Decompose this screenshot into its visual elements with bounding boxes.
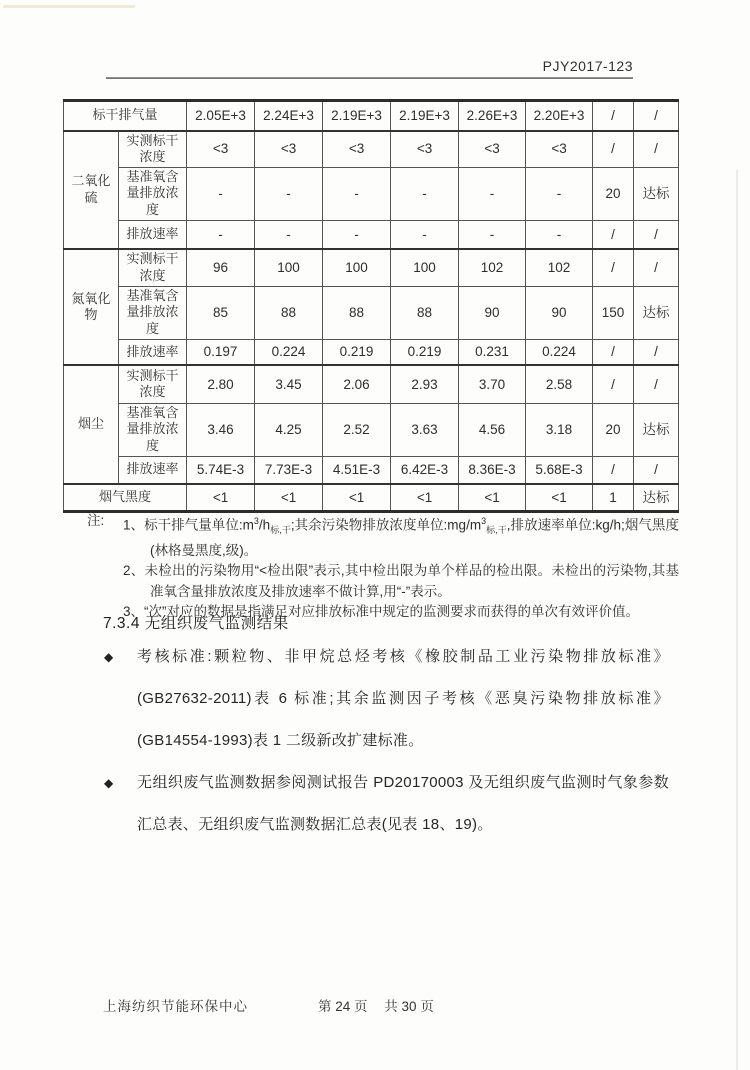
- section-title: 无组织废气监测结果: [144, 615, 289, 632]
- cell-result: /: [634, 339, 679, 365]
- cell-value: <3: [459, 131, 526, 168]
- table-row-so2-measured: [64, 131, 679, 168]
- cell-value: <1: [459, 484, 526, 511]
- cell-value: 88: [391, 286, 459, 339]
- cell-flow-result: /: [634, 101, 679, 131]
- cell-value: 2.80: [187, 365, 255, 403]
- cell-value: 4.25: [255, 403, 323, 456]
- note-3: 3、“次”对应的数据是指满足对应排放标准中规定的监测要求而获得的单次有效评价值。: [123, 604, 640, 620]
- cell-value: 2.52: [323, 403, 391, 456]
- cell-limit: 20: [593, 403, 634, 456]
- cell-value: -: [459, 220, 526, 249]
- bullet-text: 考核标准:颗粒物、非甲烷总烃考核《橡胶制品工业污染物排放标准》(GB27632-2011)表 6 标准;其余监测因子考核《恶臭污染物排放标准》(GB14554-1993)表 1 二级新改扩建标准。: [137, 648, 669, 749]
- footer-organization: 上海纺织节能环保中心: [103, 999, 248, 1014]
- cell-value: 100: [391, 249, 459, 286]
- note-2: 2、未检出的污染物用“<检出限”表示,其中检出限为单个样品的检出限。未检出的污染物,其基准氧含量排放浓度及排放速率不做计算,用“-”表示。: [123, 563, 679, 599]
- cell-value: <3: [323, 131, 391, 168]
- cell-value: <3: [255, 131, 323, 168]
- cell-limit: /: [593, 339, 634, 365]
- row-label-rate: 排放速率: [119, 339, 187, 365]
- row-label-flow: 标干排气量: [64, 101, 187, 131]
- cell-value: 2.06: [323, 365, 391, 403]
- cell-value: 0.224: [255, 339, 323, 365]
- diamond-bullet-icon: ◆: [104, 776, 114, 790]
- section-7-3-4: [103, 612, 669, 846]
- group-label-dust: 烟尘: [64, 365, 119, 484]
- cell-value: 102: [526, 249, 593, 286]
- emissions-results-table: [63, 99, 679, 513]
- cell-value: <1: [255, 484, 323, 511]
- scan-artifact-right: [736, 170, 738, 1070]
- cell-result: /: [634, 131, 679, 168]
- header-rule: [106, 77, 633, 79]
- cell-value: 3.63: [391, 403, 459, 456]
- section-number: 7.3.4: [103, 615, 140, 632]
- cell-value: 3.46: [187, 403, 255, 456]
- cell-value: 3.18: [526, 403, 593, 456]
- cell-value: 2.93: [391, 365, 459, 403]
- group-label-so2: 二氧化硫: [64, 131, 119, 250]
- cell-limit: /: [593, 131, 634, 168]
- group-label-nox: 氮氧化物: [64, 249, 119, 365]
- cell-flow-value: 2.24E+3: [255, 101, 323, 131]
- cell-result: 达标: [634, 286, 679, 339]
- row-label-measured: 实测标干浓度: [119, 365, 187, 403]
- cell-value: 4.51E-3: [323, 456, 391, 484]
- table-row-nox-rate: [64, 339, 679, 365]
- row-label-measured: 实测标干浓度: [119, 131, 187, 168]
- cell-value: -: [187, 220, 255, 249]
- cell-value: -: [391, 167, 459, 220]
- cell-result: 达标: [634, 403, 679, 456]
- row-label-rate: 排放速率: [119, 220, 187, 249]
- cell-value: 2.58: [526, 365, 593, 403]
- cell-flow-value: 2.19E+3: [391, 101, 459, 131]
- cell-value: -: [255, 167, 323, 220]
- cell-value: 88: [255, 286, 323, 339]
- table-notes: [87, 511, 679, 623]
- table-row-dust-measured: [64, 365, 679, 403]
- cell-value: 102: [459, 249, 526, 286]
- cell-value: 100: [255, 249, 323, 286]
- cell-value: -: [526, 167, 593, 220]
- section-heading: [103, 612, 669, 636]
- cell-flow-value: 2.26E+3: [459, 101, 526, 131]
- cell-result: /: [634, 456, 679, 484]
- table-row-so2-base: [64, 167, 679, 220]
- cell-value: <1: [391, 484, 459, 511]
- cell-value: 8.36E-3: [459, 456, 526, 484]
- cell-value: 0.219: [391, 339, 459, 365]
- cell-value: 90: [526, 286, 593, 339]
- row-label-base-oxygen: 基准氧含量排放浓度: [119, 286, 187, 339]
- cell-value: -: [391, 220, 459, 249]
- cell-value: 6.42E-3: [391, 456, 459, 484]
- cell-result: /: [634, 249, 679, 286]
- cell-value: 96: [187, 249, 255, 286]
- notes-label: 注:: [87, 513, 105, 528]
- row-label-measured: 实测标干浓度: [119, 249, 187, 286]
- table-row-dust-rate: [64, 456, 679, 484]
- cell-value: 0.231: [459, 339, 526, 365]
- cell-flow-value: 2.20E+3: [526, 101, 593, 131]
- row-label-base-oxygen: 基准氧含量排放浓度: [119, 403, 187, 456]
- cell-value: -: [459, 167, 526, 220]
- cell-value: <1: [187, 484, 255, 511]
- diamond-bullet-icon: ◆: [104, 650, 114, 664]
- cell-limit: 150: [593, 286, 634, 339]
- cell-value: 88: [323, 286, 391, 339]
- cell-result: 达标: [634, 167, 679, 220]
- footer-page-total: 共 30 页: [384, 999, 434, 1014]
- scan-artifact-top: [3, 5, 135, 8]
- cell-value: <3: [391, 131, 459, 168]
- bullet-item: [103, 636, 669, 762]
- cell-value: 0.219: [323, 339, 391, 365]
- cell-flow-value: 2.05E+3: [187, 101, 255, 131]
- cell-flow-value: 2.19E+3: [323, 101, 391, 131]
- cell-value: 7.73E-3: [255, 456, 323, 484]
- row-label-blackness: 烟气黑度: [64, 484, 187, 511]
- cell-value: 3.70: [459, 365, 526, 403]
- cell-value: -: [187, 167, 255, 220]
- table-row-so2-rate: [64, 220, 679, 249]
- cell-limit: /: [593, 249, 634, 286]
- header-report-code: PJY2017-123: [542, 58, 633, 74]
- cell-value: 90: [459, 286, 526, 339]
- bullet-text: 无组织废气监测数据参阅测试报告 PD20170003 及无组织废气监测时气象参数汇总表、无组织废气监测数据汇总表(见表 18、19)。: [137, 774, 669, 833]
- cell-limit: /: [593, 365, 634, 403]
- cell-value: 5.68E-3: [526, 456, 593, 484]
- cell-value: -: [323, 220, 391, 249]
- cell-value: 3.45: [255, 365, 323, 403]
- cell-limit: /: [593, 220, 634, 249]
- table-row-nox-base: [64, 286, 679, 339]
- cell-value: 85: [187, 286, 255, 339]
- note-1: 1、标干排气量单位$:m^3/h_{标,干}$;其余污染物排放浓度单位$:mg/m^3_{标,干}$,排放速率单位:kg/h;烟气黑度(林格曼黑度,级)。: [123, 516, 679, 558]
- cell-limit: 20: [593, 167, 634, 220]
- cell-limit: /: [593, 456, 634, 484]
- cell-value: -: [526, 220, 593, 249]
- footer-page-info: [318, 995, 434, 1015]
- cell-value: 4.56: [459, 403, 526, 456]
- cell-value: 5.74E-3: [187, 456, 255, 484]
- bullet-item: [103, 762, 669, 846]
- table-row-dust-base: [64, 403, 679, 456]
- cell-value: 0.197: [187, 339, 255, 365]
- cell-result: /: [634, 365, 679, 403]
- cell-flow-limit: /: [593, 101, 634, 131]
- cell-result: /: [634, 220, 679, 249]
- cell-value: <1: [526, 484, 593, 511]
- cell-value: -: [323, 167, 391, 220]
- cell-result: 达标: [634, 484, 679, 511]
- table-row-nox-measured: [64, 249, 679, 286]
- footer-page-current: 第 24 页: [318, 999, 368, 1014]
- cell-limit: 1: [593, 484, 634, 511]
- row-label-base-oxygen: 基准氧含量排放浓度: [119, 167, 187, 220]
- row-label-rate: 排放速率: [119, 456, 187, 484]
- cell-value: <3: [187, 131, 255, 168]
- cell-value: 0.224: [526, 339, 593, 365]
- cell-value: <1: [323, 484, 391, 511]
- table-row-flow: [64, 101, 679, 131]
- cell-value: -: [255, 220, 323, 249]
- cell-value: <3: [526, 131, 593, 168]
- table-row-blackness: [64, 484, 679, 511]
- cell-value: 100: [323, 249, 391, 286]
